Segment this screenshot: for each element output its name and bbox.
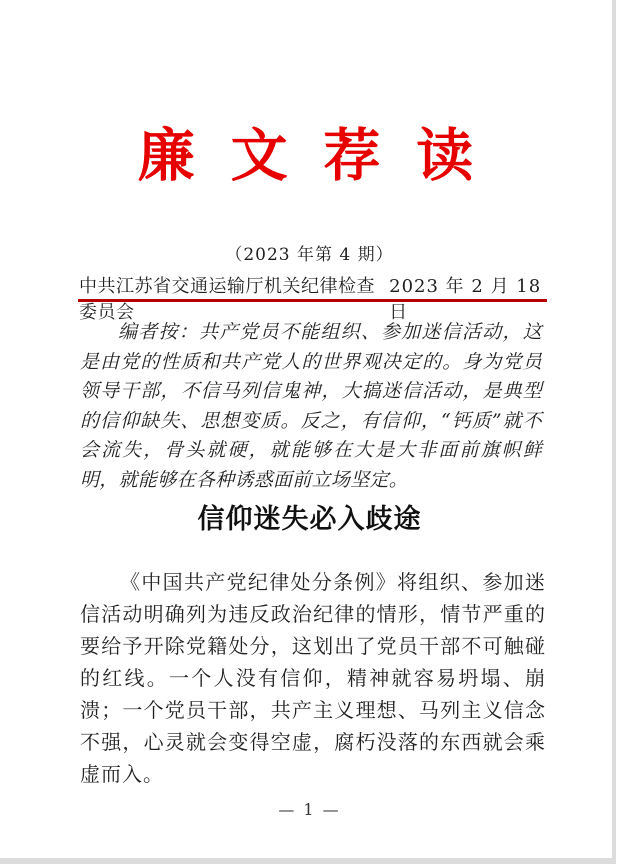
issuing-organization: 中共江苏省交通运输厅机关纪律检查委员会 (79, 276, 375, 323)
header-divider-rule (78, 299, 547, 302)
issue-date: 2023 年 2 月 18 日 (389, 276, 542, 323)
masthead-title: 廉 文 荐 读 (137, 122, 482, 189)
document-header-row (79, 272, 546, 324)
article-body-paragraph: 《中国共产党纪律处分条例》将组织、参加迷信活动明确列为违反政治纪律的情形，情节严重的要给予开除党籍处分，这划出了党员干部不可触碰的红线。一个人没有信仰，精神就容易坍塌、崩溃；一个党员干部，共产主义理想、马列主义信念不强，心灵就会变得空虚，腐朽没落的东西就会乘虚而入。 (80, 570, 546, 786)
page-number: — 1 — (278, 800, 341, 819)
page-edge-right (612, 0, 616, 864)
page-edge-bottom (0, 858, 616, 864)
article-title: 信仰迷失必入歧途 (197, 504, 422, 535)
editor-note-paragraph: 编者按：共产党员不能组织、参加迷信活动，这是由党的性质和共产党人的世界观决定的。身为党员领导干部，不信马列信鬼神，大搞迷信活动，是典型的信仰缺失、思想变质。反之，有信仰，“钙质”就不会流失，骨头就硬，就能够在大是大非面前旗帜鲜明，就能够在各种诱惑面前立场坚定。 (80, 321, 542, 491)
issue-number: （2023 年第 4 期） (225, 245, 394, 265)
